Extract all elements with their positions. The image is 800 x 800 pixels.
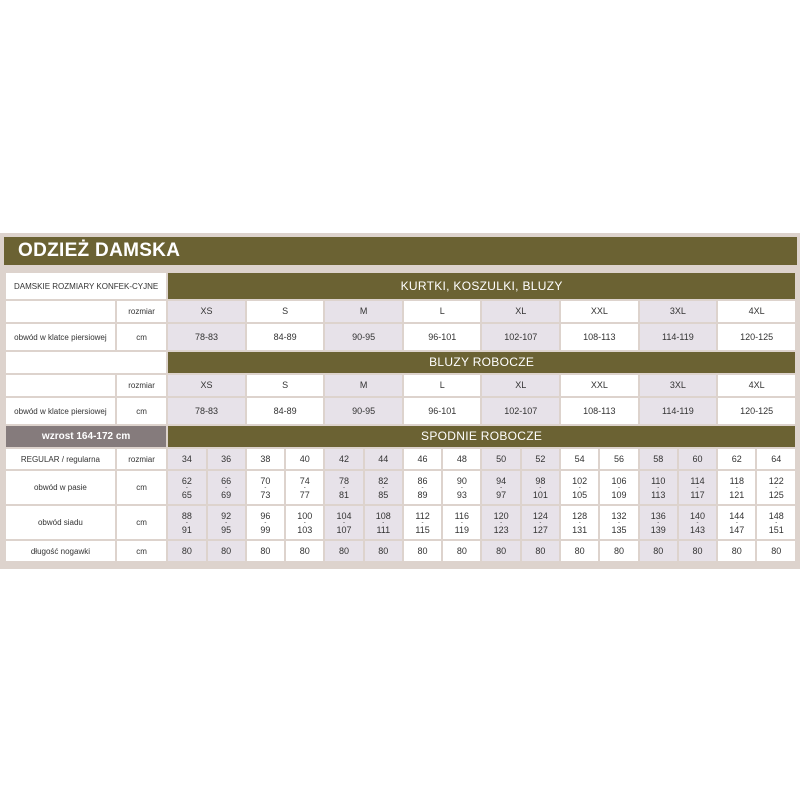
range-separator: - [342,484,345,491]
range-max: 123 [493,524,509,535]
trouser-size-cell: 40 [286,449,323,469]
range-min: 120 [493,510,509,521]
range-max: 113 [651,489,666,500]
trouser-size-cell: 36 [208,449,245,469]
table-row [6,398,795,424]
range-min: 78 [338,475,349,486]
range-max: 99 [260,524,271,535]
range-max: 115 [415,524,430,535]
range-min: 100 [297,510,313,521]
range-max: 121 [729,489,745,500]
hip-cell [640,506,677,539]
range-max: 73 [260,489,271,500]
range-min: 108 [375,510,391,521]
table-row [6,426,795,447]
range-separator: - [617,484,620,491]
hip-cell [404,506,441,539]
range-max: 65 [181,489,192,500]
range-max: 77 [299,489,310,500]
trouser-size-cell: 44 [365,449,402,469]
inseam-cell: 80 [561,541,598,561]
range-min: 90 [456,475,467,486]
range-min: 148 [768,510,784,521]
range-separator: - [500,519,503,526]
chest-cell: 114-119 [640,324,717,350]
waist-cell [482,471,519,504]
size-label: rozmiar [117,375,166,396]
inseam-cell: 80 [247,541,284,561]
chest-cell: 120-125 [718,324,795,350]
range-separator: - [657,484,660,491]
range-min: 122 [768,475,784,486]
chest-cell: 102-107 [482,398,559,424]
chest-cell: 96-101 [404,324,481,350]
range-min: 74 [299,475,310,486]
range-min: 82 [378,475,389,486]
range-min: 98 [535,475,546,486]
waist-cell [561,471,598,504]
height-label: wzrost 164-172 cm [6,426,166,447]
range-separator: - [775,519,778,526]
range-max: 81 [338,489,349,500]
chest-cell: 90-95 [325,398,402,424]
trouser-size-cell: 64 [757,449,795,469]
range-separator: - [343,519,345,526]
range-separator: - [185,519,188,526]
range-max: 107 [336,524,352,535]
range-max: 105 [572,489,588,500]
waist-cell [404,471,441,504]
range-max: 111 [376,524,391,535]
range-separator: - [657,519,660,526]
range-separator: - [185,484,188,491]
chest-cell: 90-95 [325,324,402,350]
range-separator: - [617,519,620,526]
chest-cell: 84-89 [247,398,324,424]
range-separator: - [303,519,306,526]
range-max: 117 [690,489,705,500]
range-separator: - [500,484,503,491]
empty-cell [6,301,115,322]
range-min: 144 [729,510,745,521]
chest-cell: 96-101 [404,398,481,424]
inseam-cell: 80 [404,541,441,561]
waist-cell [247,471,284,504]
trouser-size-cell: 48 [443,449,480,469]
chest-cell: 78-83 [168,324,245,350]
unit-cell: cm [117,398,166,424]
trouser-size-cell: 54 [561,449,598,469]
hip-cell [718,506,755,539]
range-max: 97 [496,489,507,500]
range-min: 124 [532,510,548,521]
range-min: 114 [690,475,705,486]
range-separator: - [303,484,306,491]
range-separator: - [264,519,267,526]
range-max: 119 [454,524,470,535]
inseam-cell: 80 [325,541,362,561]
hip-cell [325,506,362,539]
range-separator: - [539,519,542,526]
size-cell: S [247,375,324,396]
section-heading-work-sweatshirts: BLUZY ROBOCZE [168,352,795,373]
trouser-size-cell: 56 [600,449,637,469]
chest-cell: 108-113 [561,324,638,350]
empty-cell [6,352,166,373]
inseam-label: długość nogawki [6,541,115,561]
inseam-cell: 80 [757,541,795,561]
range-separator: - [460,519,463,526]
table-row [6,375,795,396]
table-row [6,301,795,322]
range-min: 94 [496,475,507,486]
range-min: 92 [221,510,232,521]
waist-cell [208,471,245,504]
corner-label: DAMSKIE ROZMIARY KONFEK-CYJNE [6,273,166,299]
range-min: 132 [611,510,627,521]
trouser-size-cell: 58 [640,449,677,469]
hip-cell [365,506,402,539]
table-row [6,352,795,373]
range-min: 116 [454,510,470,521]
unit-cell: cm [117,324,166,350]
range-max: 85 [378,489,389,500]
waist-cell [600,471,637,504]
range-max: 101 [532,489,548,500]
range-min: 118 [729,475,744,486]
trouser-size-cell: 42 [325,449,362,469]
waist-cell [286,471,323,504]
table-row [6,541,795,561]
chest-cell: 84-89 [247,324,324,350]
hip-cell [522,506,559,539]
inseam-cell: 80 [365,541,402,561]
size-label: rozmiar [117,301,166,322]
hip-cell [286,506,323,539]
range-min: 112 [415,510,430,521]
inseam-cell: 80 [208,541,245,561]
range-min: 86 [417,475,428,486]
trouser-size-cell: 38 [247,449,284,469]
trouser-size-cell: 62 [718,449,755,469]
section-heading-jackets: KURTKI, KOSZULKI, BLUZY [168,273,795,299]
range-max: 95 [221,524,232,535]
hip-cell [561,506,598,539]
size-cell: 4XL [718,301,795,322]
waist-label: obwód w pasie [6,471,115,504]
empty-cell [6,375,115,396]
trouser-size-cell: 34 [168,449,205,469]
hip-cell [757,506,795,539]
table-row [6,324,795,350]
range-max: 147 [729,524,745,535]
range-separator: - [421,484,424,491]
range-separator: - [460,484,463,491]
chest-label: obwód w klatce piersiowej [6,398,115,424]
hip-cell [679,506,716,539]
range-min: 70 [260,475,271,486]
chest-cell: 102-107 [482,324,559,350]
waist-cell [718,471,755,504]
range-max: 103 [297,524,313,535]
size-cell: XXL [561,301,638,322]
hip-cell [168,506,205,539]
section-heading-work-trousers: SPODNIE ROBOCZE [168,426,795,447]
size-cell: XL [482,375,559,396]
inseam-cell: 80 [600,541,637,561]
inseam-cell: 80 [718,541,755,561]
waist-cell [757,471,795,504]
waist-cell [640,471,677,504]
range-max: 89 [417,489,428,500]
range-max: 151 [768,524,784,535]
range-min: 96 [260,510,271,521]
inseam-cell: 80 [443,541,480,561]
range-max: 135 [611,524,627,535]
hip-cell [247,506,284,539]
waist-cell [679,471,716,504]
chest-cell: 120-125 [718,398,795,424]
range-separator: - [421,519,424,526]
size-cell: 3XL [640,301,717,322]
range-max: 139 [650,524,666,535]
hip-cell [208,506,245,539]
inseam-cell: 80 [168,541,205,561]
range-max: 69 [221,489,232,500]
hip-cell [600,506,637,539]
range-separator: - [735,519,738,526]
size-cell: XS [168,301,245,322]
range-separator: - [578,519,581,526]
range-min: 88 [181,510,192,521]
range-max: 93 [456,489,467,500]
range-min: 104 [336,510,352,521]
waist-cell [522,471,559,504]
range-min: 140 [690,510,706,521]
size-label: rozmiar [117,449,166,469]
range-min: 66 [221,475,232,486]
range-max: 125 [768,489,784,500]
table-row [6,471,795,504]
range-separator: - [696,519,699,526]
table-row [6,506,795,539]
inseam-cell: 80 [482,541,519,561]
waist-cell [365,471,402,504]
size-cell: S [247,301,324,322]
trouser-size-cell: 60 [679,449,716,469]
range-separator: - [578,484,581,491]
range-separator: - [382,484,385,491]
chest-cell: 108-113 [561,398,638,424]
chest-cell: 78-83 [168,398,245,424]
size-cell: XS [168,375,245,396]
trouser-size-cell: 46 [404,449,441,469]
hip-cell [482,506,519,539]
size-cell: XL [482,301,559,322]
regular-label: REGULAR / regularna [6,449,115,469]
trouser-size-cell: 50 [482,449,519,469]
size-cell: M [325,375,402,396]
page-title: ODZIEŻ DAMSKA [4,237,797,265]
range-separator: - [696,484,699,491]
size-cell: L [404,301,481,322]
range-min: 110 [651,475,666,486]
size-cell: 3XL [640,375,717,396]
range-min: 136 [650,510,666,521]
inseam-cell: 80 [522,541,559,561]
size-cell: M [325,301,402,322]
range-max: 131 [572,524,588,535]
hip-cell [443,506,480,539]
range-separator: - [225,484,228,491]
table-row [6,449,795,469]
hip-label: obwód siadu [6,506,115,539]
table-row [6,273,795,299]
range-separator: - [225,519,228,526]
range-max: 109 [611,489,627,500]
inseam-cell: 80 [286,541,323,561]
size-table [4,271,797,563]
size-cell: 4XL [718,375,795,396]
inseam-cell: 80 [640,541,677,561]
unit-cell: cm [117,541,166,561]
range-min: 106 [611,475,627,486]
inseam-cell: 80 [679,541,716,561]
range-min: 62 [181,475,192,486]
unit-cell: cm [117,506,166,539]
range-separator: - [775,484,778,491]
range-max: 91 [181,524,192,535]
range-separator: - [539,484,542,491]
chest-cell: 114-119 [640,398,717,424]
range-max: 127 [532,524,548,535]
range-min: 102 [572,475,588,486]
unit-cell: cm [117,471,166,504]
range-min: 128 [572,510,588,521]
size-cell: L [404,375,481,396]
range-separator: - [264,484,267,491]
waist-cell [325,471,362,504]
chest-label: obwód w klatce piersiowej [6,324,115,350]
waist-cell [168,471,205,504]
range-separator: - [735,484,738,491]
trouser-size-cell: 52 [522,449,559,469]
range-separator: - [382,519,385,526]
size-cell: XXL [561,375,638,396]
waist-cell [443,471,480,504]
range-max: 143 [690,524,706,535]
